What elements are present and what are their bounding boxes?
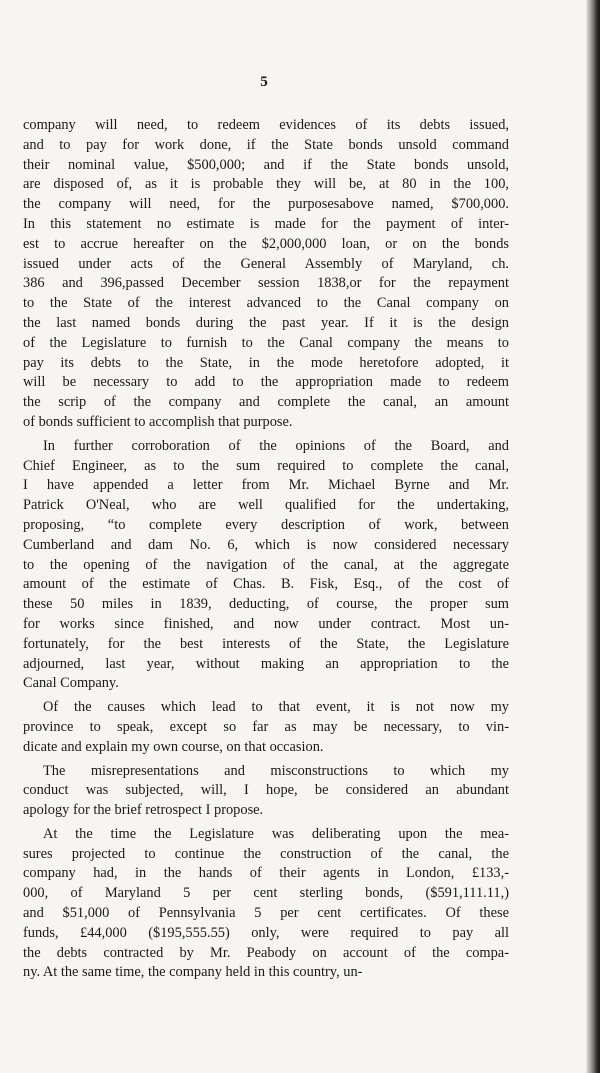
text-line: I have appended a letter from Mr. Michael Byrne and Mr. [23,477,509,494]
text-line: proposing, “to complete every description of work, between [23,516,509,533]
text-line: apology for the brief retrospect I propose. [23,802,264,819]
text-line: company had, in the hands of their agents in London, £133,- [23,865,509,882]
text-line: and to pay for work done, if the State bonds unsold command [23,136,509,153]
text-line: fortunately, for the best interests of the State, the Legislature [23,635,509,652]
text-line: funds, £44,000 ($195,555.55) only, were required to pay all [23,924,509,941]
text-line: for works since finished, and now under contract. Most un- [23,615,509,632]
text-line: sures projected to continue the construction of the canal, the [23,845,509,862]
text-line: of bonds sufficient to accomplish that purpose. [23,413,293,430]
text-line: to the State of the interest advanced to the Canal company on [23,295,509,312]
text-line: the last named bonds during the past year. If it is the design [23,314,509,331]
text-line: the company will need, for the purposesabove named, $700,000. [23,196,509,213]
page-body [23,116,509,983]
text-line: the scrip of the company and complete the canal, an amount [23,394,509,411]
text-line: The misrepresentations and misconstructions to which my [43,762,509,779]
paragraph [23,437,509,694]
text-line: In further corroboration of the opinions of the Board, and [43,437,509,454]
text-line: the debts contracted by Mr. Peabody on account of the compa- [23,944,509,961]
text-line: conduct was subjected, will, I hope, be considered an abundant [23,782,509,799]
text-line: pay its debts to the State, in the mode heretofore adopted, it [23,354,509,371]
text-line: Of the causes which lead to that event, it is not now my [43,699,509,716]
text-line: At the time the Legislature was deliberating upon the mea- [43,825,509,842]
paragraph [23,762,509,821]
text-line: Chief Engineer, as to the sum required to complete the canal, [23,457,509,474]
page-number: 5 [260,74,268,90]
text-line: of the Legislature to furnish to the Canal company the means to [23,334,509,351]
text-line: 386 and 396,passed December session 1838,or for the repayment [23,275,509,292]
paragraph [23,698,509,757]
paragraph [23,116,509,433]
text-line: their nominal value, $500,000; and if the State bonds unsold, [23,156,509,173]
text-line: adjourned, last year, without making an appropriation to the [23,655,509,672]
text-line: dicate and explain my own course, on that occasion. [23,738,324,755]
text-line: Patrick O'Neal, who are well qualified for the undertaking, [23,497,509,514]
text-line: company will need, to redeem evidences of its debts issued, [23,117,509,133]
text-line: In this statement no estimate is made for the payment of inter- [23,215,509,232]
text-line: est to accrue hereafter on the $2,000,000 loan, or on the bonds [23,235,509,252]
paragraph [23,825,509,983]
text-line: and $51,000 of Pennsylvania 5 per cent certificates. Of these [23,905,509,922]
text-line: amount of the estimate of Chas. B. Fisk, Esq., of the cost of [23,576,509,593]
text-line: issued under acts of the General Assembly of Maryland, ch. [23,255,509,272]
text-line: these 50 miles in 1839, deducting, of course, the proper sum [23,596,509,613]
text-line: will be necessary to add to the appropriation made to redeem [23,374,509,391]
page-edge-shadow [586,0,600,1073]
text-line: province to speak, except so far as may be necessary, to vin- [23,718,509,735]
text-line: 000, of Maryland 5 per cent sterling bonds, ($591,111.11,) [23,885,509,902]
text-line: Canal Company. [23,675,119,692]
text-line: to the opening of the navigation of the canal, at the aggregate [23,556,509,573]
text-line: Cumberland and dam No. 6, which is now considered necessary [23,536,509,553]
text-line: are disposed of, as it is probable they will be, at 80 in the 100, [23,176,509,193]
text-line: ny. At the same time, the company held in this country, un- [23,964,363,981]
